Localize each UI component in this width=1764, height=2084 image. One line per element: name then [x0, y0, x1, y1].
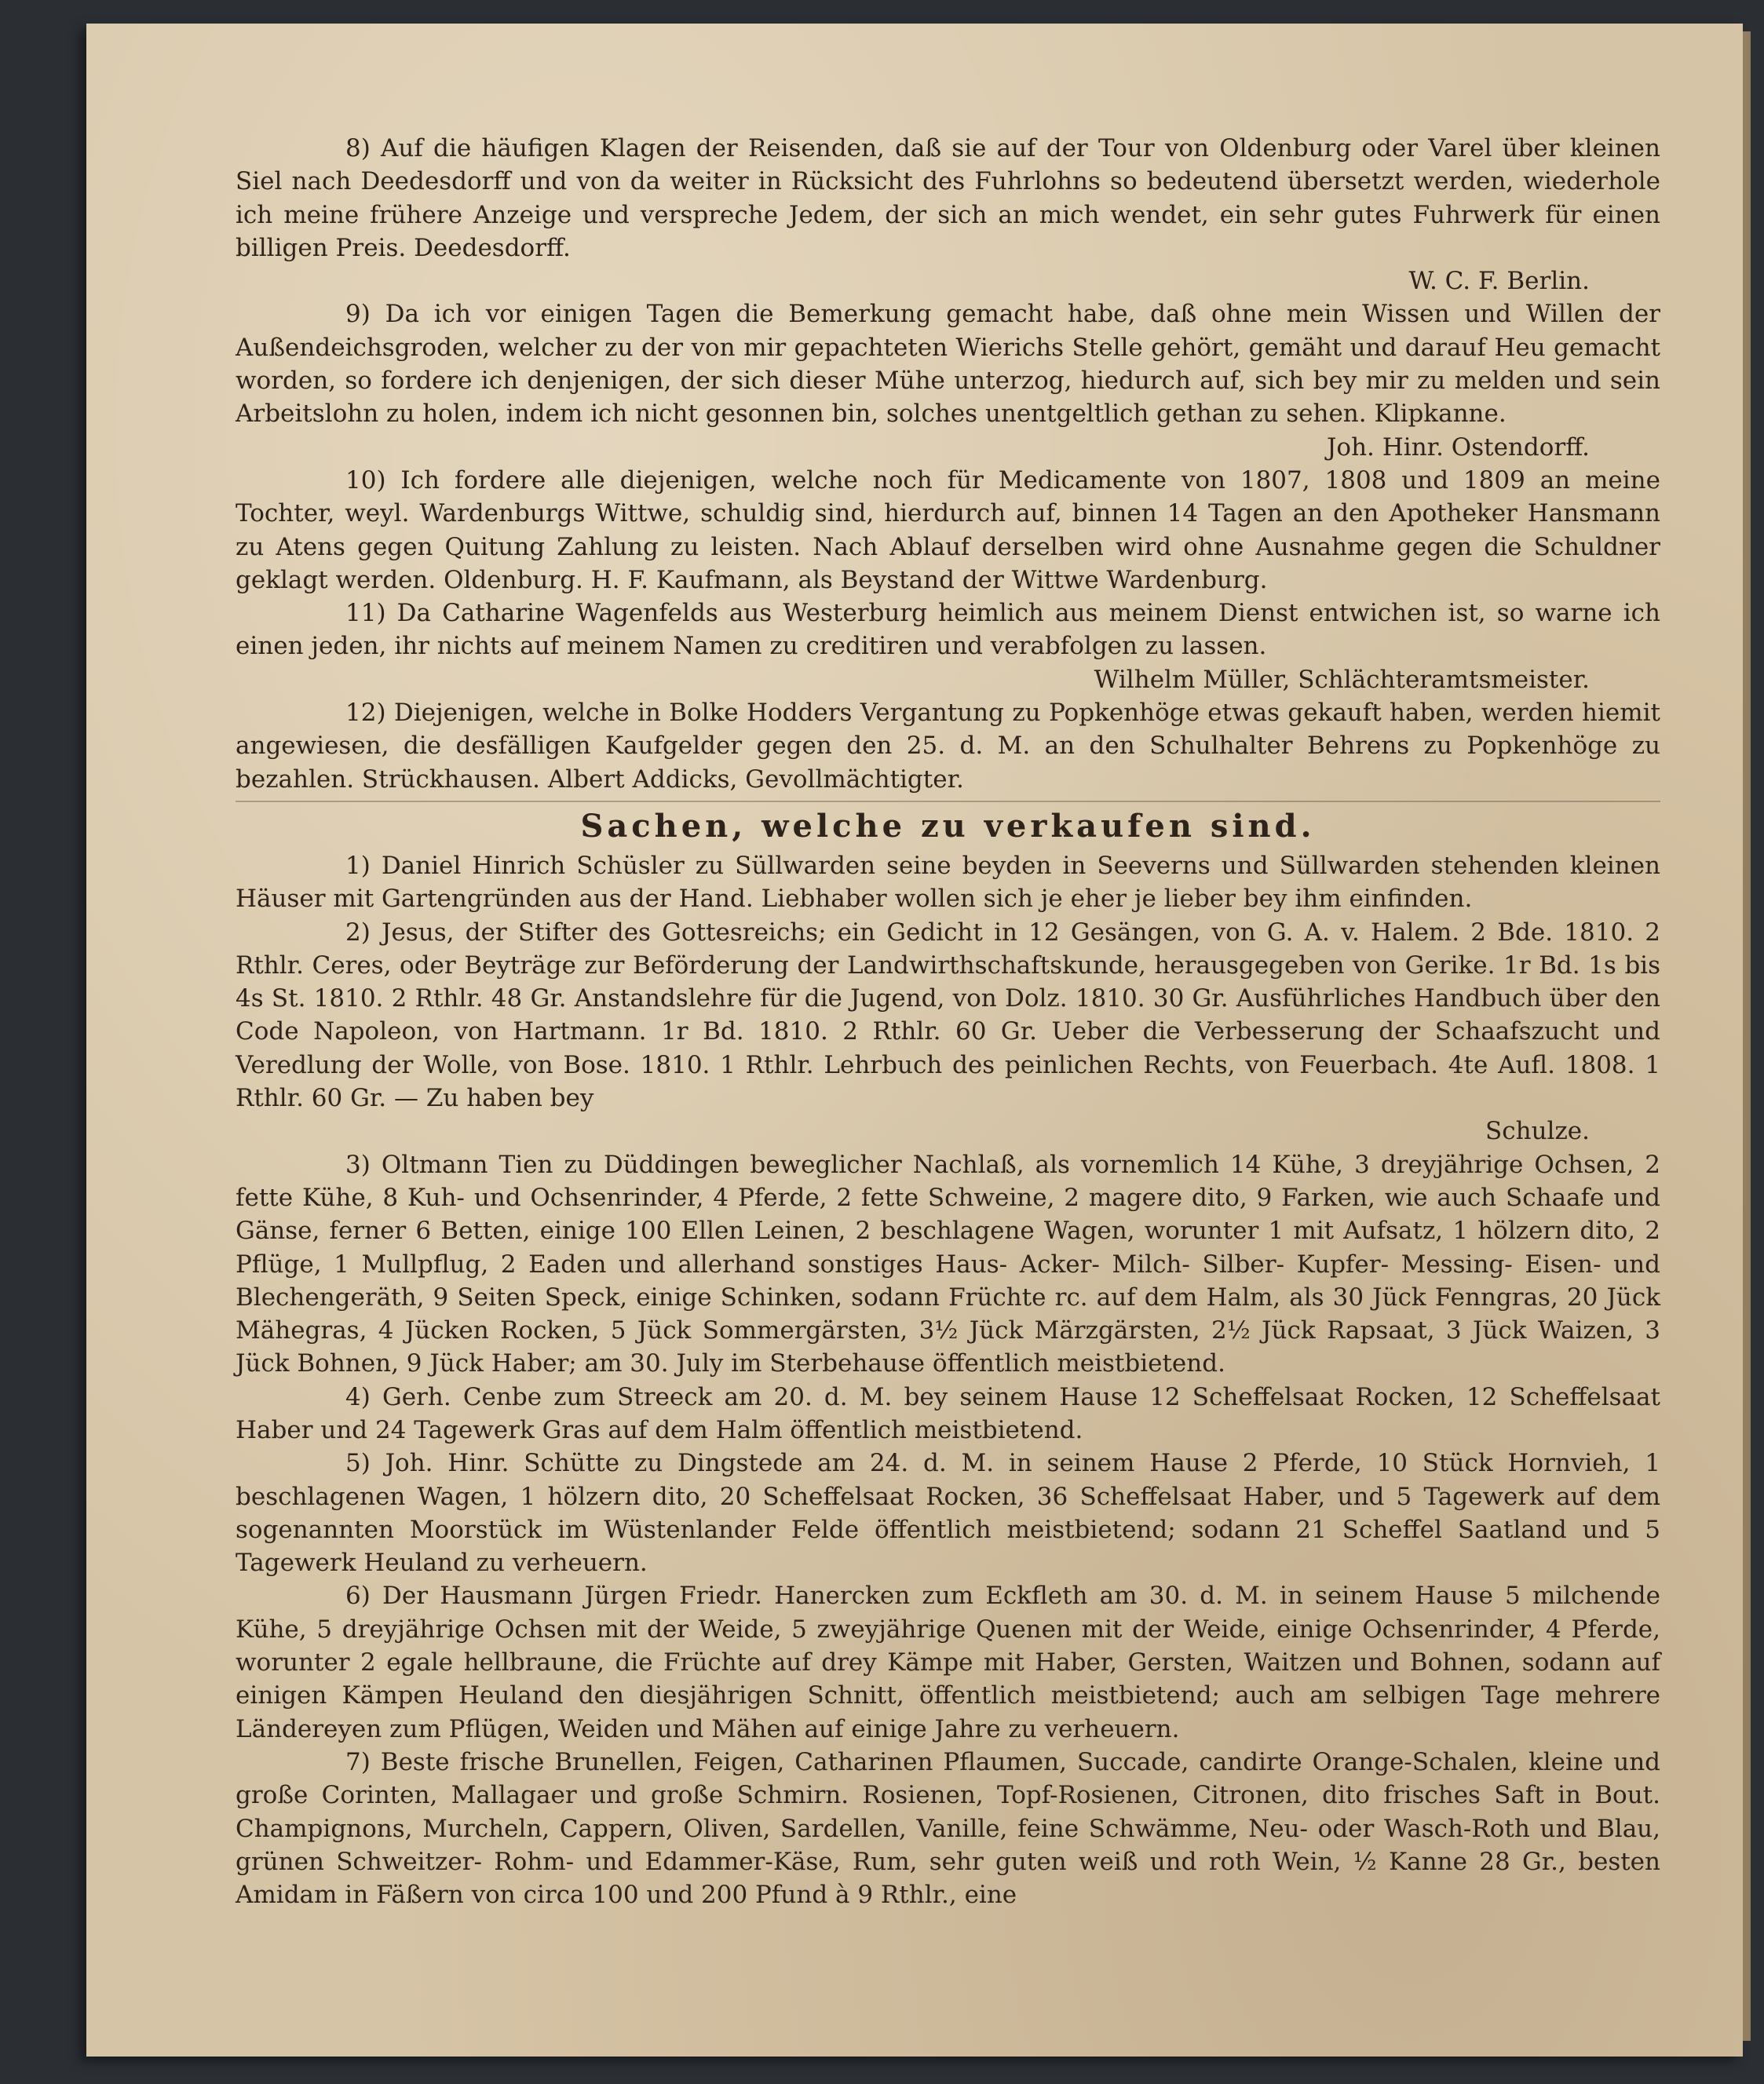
notice-9: 9) Da ich vor einigen Tagen die Bemerkung gemacht habe, daß ohne mein Wissen und Willen der Außendeichsgroden, welcher zu der von mir gepachteten Wierichs Stelle gehört, gemäht und darauf Heu gemacht worden, so fordere ich denjenigen, der sich dieser Mühe unterzog, hiedurch auf, sich bey mir zu melden und sein Arbeitslohn zu holen, indem ich nicht gesonnen bin, solches unentgeltlich gethan zu sehen. Klipkanne. — [236, 300, 1660, 429]
sale-item-5: 5) Joh. Hinr. Schütte zu Dingstede am 24. d. M. in seinem Hause 2 Pferde, 10 Stück Hornvieh, 1 beschlagenen Wagen, 1 hölzern dito, 20 Scheffelsaat Rocken, 36 Scheffelsaat Haber, und 5 Tagewerk auf dem sogenannten Moorstück im Wüstenlander Felde öffentlich meistbietend; sodann 21 Scheffel Saatland und 5 Tagewerk Heuland zu verheuern. — [236, 1449, 1660, 1578]
section-heading: Sachen, welche zu verkaufen sind. — [236, 801, 1660, 848]
sale-item-2: 2) Jesus, der Stifter des Gottesreichs; ein Gedicht in 12 Gesängen, von G. A. v. Halem. 2 Bde. 1810. 2 Rthlr. Ceres, oder Beyträge zur Beförderung der Landwirthschaftskunde, herausgegeben von Gerike. 1r Bd. 1s bis 4s St. 1810. 2 Rthlr. 48 Gr. Anstandslehre für die Jugend, von Dolz. 1810. 30 Gr. Ausführliches Handbuch über den Code Napoleon, von Hartmann. 1r Bd. 1810. 2 Rthlr. 60 Gr. Ueber die Verbesserung der Schaafszucht und Veredlung der Wolle, von Bose. 1810. 1 Rthlr. Lehrbuch des peinlichen Rechts, von Feuerbach. 4te Aufl. 1808. 1 Rthlr. 60 Gr. — Zu haben bey — [236, 918, 1660, 1113]
sale-item-6: 6) Der Hausmann Jürgen Friedr. Hanercken zum Eckfleth am 30. d. M. in seinem Hause 5 milchende Kühe, 5 dreyjährige Ochsen mit der Weide, 5 zweyjährige Quenen mit der Weide, einige Ochsenrinder, 4 Pferde, worunter 2 egale hellbraune, die Früchte auf drey Kämpe mit Haber, Gersten, Waitzen und Bohnen, sodann auf einigen Kämpen Heuland den diesjährigen Schnitt, öffentlich meistbietend; auch am selbigen Tage mehrere Ländereyen zum Pflügen, Weiden und Mähen auf einige Jahre zu verheuern. — [236, 1582, 1660, 1743]
notice-8-signature: W. C. F. Berlin. — [1408, 267, 1590, 296]
notice-8: 8) Auf die häufigen Klagen der Reisenden, daß sie auf der Tour von Oldenburg oder Varel über kleinen Siel nach Deedesdorff und von da weiter in Rücksicht des Fuhrlohns so bedeutend übersetzt werden, wiederhole ich meine frühere Anzeige und verspreche Jedem, der sich an mich wendet, ein sehr gutes Fuhrwerk für einen billigen Preis. Deedesdorff. — [236, 134, 1660, 262]
notice-12: 12) Diejenigen, welche in Bolke Hodders Vergantung zu Popkenhöge etwas gekauft haben, werden hiemit angewiesen, die desfälligen Kaufgelder gegen den 25. d. M. an den Schulhalter Behrens zu Popkenhöge zu bezahlen. Strückhausen. Albert Addicks, Gevollmächtigter. — [236, 699, 1660, 794]
sale-item-4: 4) Gerh. Cenbe zum Streeck am 20. d. M. bey seinem Hause 12 Scheffelsaat Rocken, 12 Scheffelsaat Haber und 24 Tagewerk Gras auf dem Halm öffentlich meistbietend. — [236, 1382, 1660, 1444]
notice-10: 10) Ich fordere alle diejenigen, welche noch für Medicamente von 1807, 1808 und 1809 an meine Tochter, weyl. Wardenburgs Wittwe, schuldig sind, hierdurch auf, binnen 14 Tagen an den Apotheker Hansmann zu Atens gegen Quitung Zahlung zu leisten. Nach Ablauf derselben wird ohne Ausnahme gegen die Schuldner geklagt werden. Oldenburg. H. F. Kaufmann, als Beystand der Wittwe Wardenburg. — [236, 465, 1660, 594]
sale-item-7: 7) Beste frische Brunellen, Feigen, Catharinen Pflaumen, Succade, candirte Orange-Schalen, kleine und große Corinten, Mallagaer und große Schmirn. Rosienen, Topf-Rosienen, Citronen, dito frisches Saft in Bout. Champignons, Murcheln, Cappern, Oliven, Sardellen, Vanille, feine Schwämme, Neu- oder Wasch-Roth und Blau, grünen Schweitzer- Rohm- und Edammer-Käse, Rum, sehr guten weiß und roth Wein, ½ Kanne 28 Gr., besten Amidam in Fäßern von circa 100 und 200 Pfund à 9 Rthlr., eine — [236, 1747, 1660, 1910]
page-content — [236, 132, 1660, 1911]
notice-11: 11) Da Catharine Wagenfelds aus Westerburg heimlich aus meinem Dienst entwichen ist, so warne ich einen jeden, ihr nichts auf meinem Namen zu creditiren und verabfolgen zu lassen. — [236, 599, 1660, 661]
notice-11-signature: Wilhelm Müller, Schlächteramtsmeister. — [1094, 665, 1590, 694]
sale-item-2-signature: Schulze. — [1485, 1117, 1590, 1146]
sale-item-3: 3) Oltmann Tien zu Düddingen beweglicher Nachlaß, als vornemlich 14 Kühe, 3 dreyjährige Ochsen, 2 fette Kühe, 8 Kuh- und Ochsenrinder, 4 Pferde, 2 fette Schweine, 2 magere dito, 9 Farken, wie auch Schaafe und Gänse, ferner 6 Betten, einige 100 Ellen Leinen, 2 beschlagene Wagen, worunter 1 mit Aufsatz, 1 hölzern dito, 2 Pflüge, 1 Mullpflug, 2 Eaden und allerhand sonstiges Haus- Acker- Milch- Silber- Kupfer- Messing- Eisen- und Blechengeräth, 9 Seiten Speck, einige Schinken, sodann Früchte rc. auf dem Halm, als 30 Jück Fenngras, 20 Jück Mähegras, 4 Jücken Rocken, 5 Jück Sommergärsten, 3½ Jück Märzgärsten, 2½ Jück Rapsaat, 3 Jück Waizen, 3 Jück Bohnen, 9 Jück Haber; am 30. July im Sterbehause öffentlich meistbietend. — [236, 1150, 1660, 1378]
notice-9-signature: Joh. Hinr. Ostendorff. — [1327, 432, 1590, 462]
sale-item-1: 1) Daniel Hinrich Schüsler zu Süllwarden seine beyden in Seeverns und Süllwarden stehenden kleinen Häuser mit Gartengründen aus der Hand. Liebhaber wollen sich je eher je lieber bey ihm einfinden. — [236, 851, 1660, 914]
